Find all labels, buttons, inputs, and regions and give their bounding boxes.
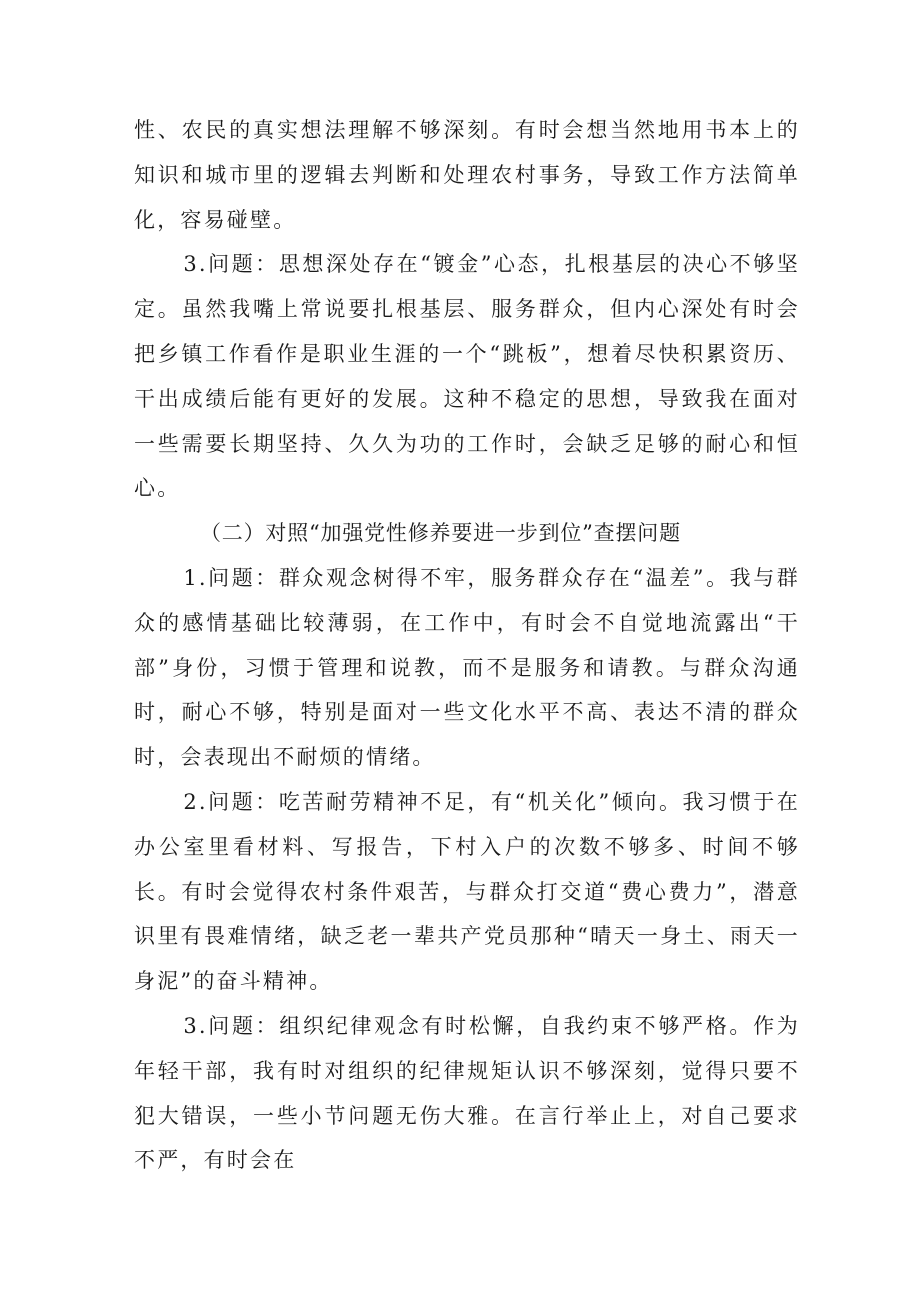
paragraph-problem-3-gilding-mentality: 3.问题：思想深处存在“镀金”心态，扎根基层的决心不够坚定。虽然我嘴上常说要扎根基层、服务群众，但内心深处有时会把乡镇工作看作是职业生涯的一个“跳板”，想着尽快积累资历、干出成绩后能有更好的发展。这种不稳定的思想，导致我在面对一些需要长期坚持、久久为功的工作时，会缺乏足够的耐心和恒心。 [134, 252, 800, 501]
paragraph-problem-1-mass-outlook: 1.问题：群众观念树得不牢，服务群众存在“温差”。我与群众的感情基础比较薄弱，在工作中，有时会不自觉地流露出“干部”身份，习惯于管理和说教，而不是服务和请教。与群众沟通时，耐心不够，特别是面对一些文化水平不高、表达不清的群众时，会表现出不耐烦的情绪。 [134, 565, 800, 770]
paragraph-continuation: 性、农民的真实想法理解不够深刻。有时会想当然地用书本上的知识和城市里的逻辑去判断和处理农村事务，导致工作方法简单化，容易碰壁。 [134, 118, 800, 232]
paragraph-problem-2-hardship-spirit: 2.问题：吃苦耐劳精神不足，有“机关化”倾向。我习惯于在办公室里看材料、写报告，下村入户的次数不够多、时间不够长。有时会觉得农村条件艰苦，与群众打交道“费心费力”，潜意识里有畏难情绪，缺乏老一辈共产党员那种“晴天一身土、雨天一身泥”的奋斗精神。 [134, 789, 800, 994]
document-body [134, 108, 800, 1183]
paragraph-problem-3-discipline: 3.问题：组织纪律观念有时松懈，自我约束不够严格。作为年轻干部，我有时对组织的纪律规矩认识不够深刻，觉得只要不犯大错误，一些小节问题无伤大雅。在言行举止上，对自己要求不严，有时会在 [134, 1013, 800, 1173]
section-heading: （二）对照“加强党性修养要进一步到位”查摆问题 [200, 521, 681, 546]
